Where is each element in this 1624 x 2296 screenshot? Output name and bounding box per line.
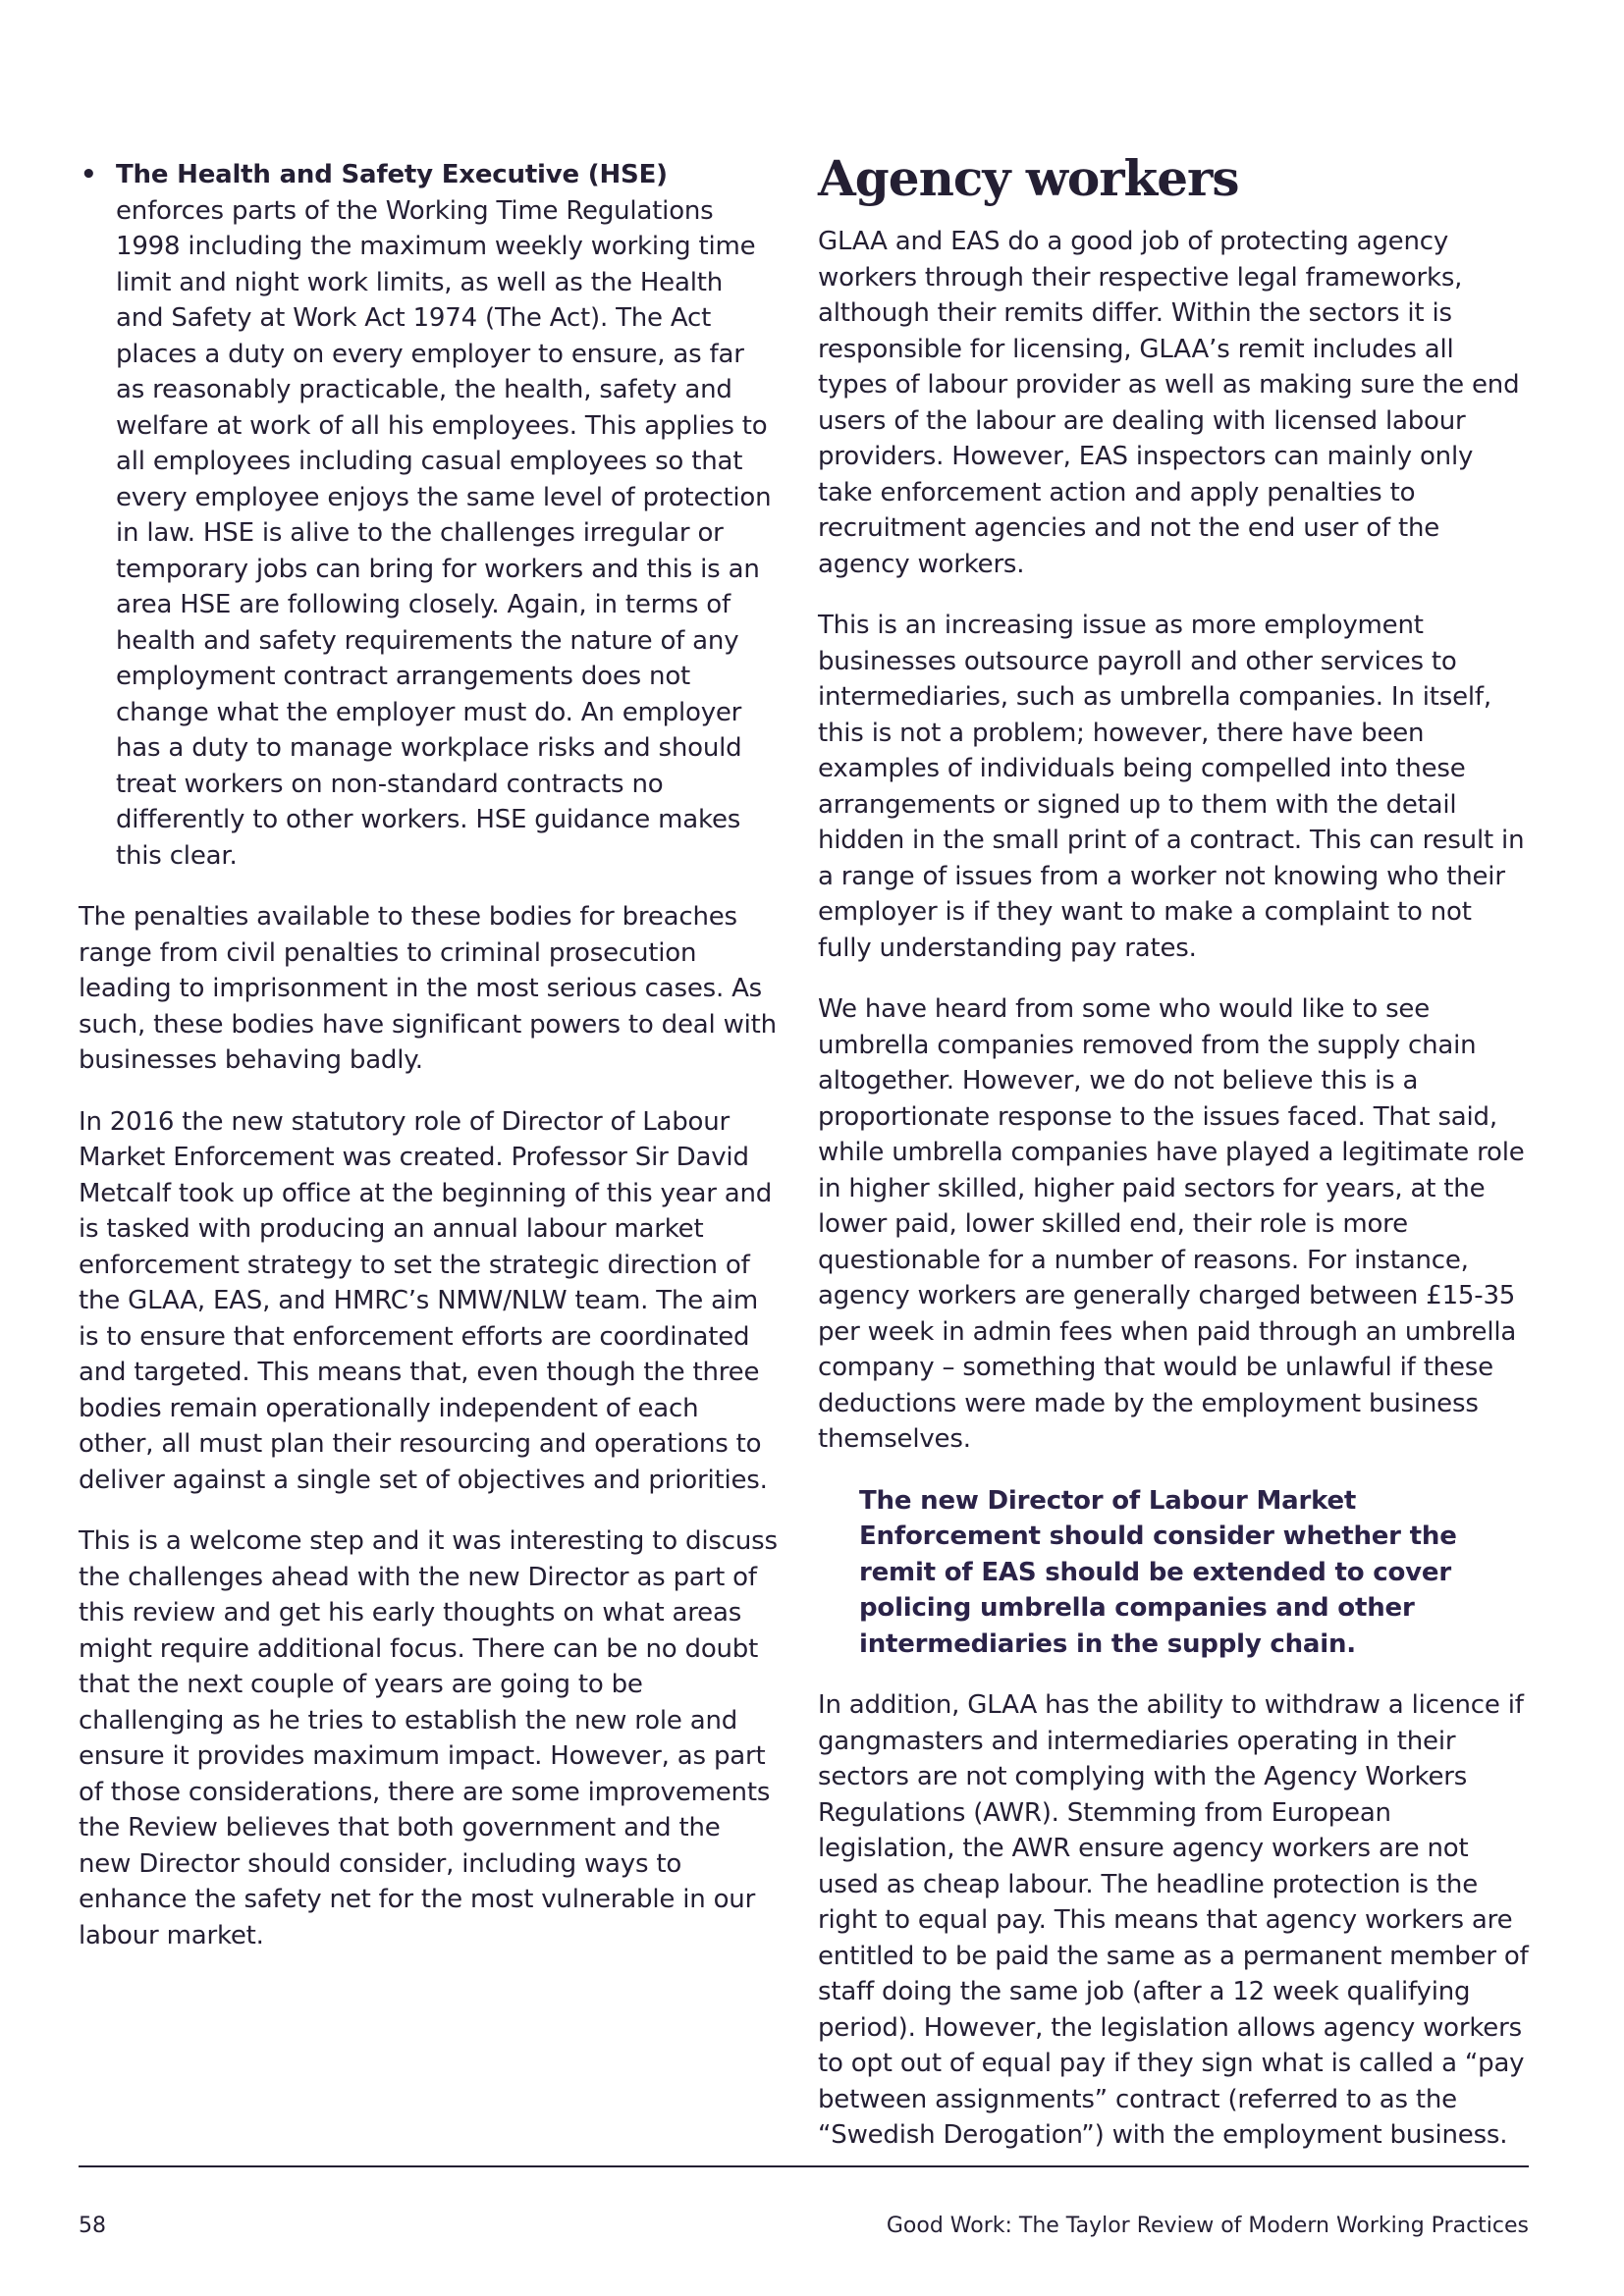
director-role-paragraph: In 2016 the new statutory role of Director of Labour Market Enforcement was created. Professor Sir David Metcalf took up office at the beginning of this year and is tasked with producing an annual labour market enforcement strategy to set the strategic direction of the GLAA, EAS, and HMRC’s NMW/NLW team. The aim is to ensure that enforcement efforts are coordinated and targeted. This means that, even though the three bodies remain operationally independent of each other, all must plan their resourcing and operations to deliver against a single set of objectives and priorities. [79,1106,773,1495]
agency-protection-paragraph: GLAA and EAS do a good job of protecting agency workers through their respective legal frameworks, although their remits differ. Within the sectors it is responsible for licensing, GLAA’s remit includes all types of labour provider as well as making sure the end users of the labour are dealing with licensed labour providers. However, EAS inspectors can mainly only take enforcement action and apply penalties to recruitment agencies and not the end user of the agency workers. [818,227,1520,579]
right-column [818,149,1530,2179]
hse-bullet-item [79,157,778,874]
umbrella-issue-paragraph: This is an increasing issue as more employment businesses outsource payroll and other services to intermediaries, such as umbrella companies. In itself, this is not a problem; however, there have been examples of individuals being compelled into these arrangements or signed up to them with the detail hidden in the small print of a contract. This can result in a range of issues from a worker not knowing who their employer is if they want to make a complaint to not fully understanding pay rates. [818,611,1525,963]
supply-chain-paragraph: We have heard from some who would like to see umbrella companies removed from the supply chain altogether. However, we do not believe this is a proportionate response to the issues faced. That said, while umbrella companies have played a legitimate role in higher skilled, higher paid sectors for years, at the lower paid, lower skilled end, their role is more questionable for a number of reasons. For instance, agency workers are generally charged between £15-35 per week in admin fees when paid through an umbrella company – something that would be unlawful if these deductions were made by the employment business themselves. [818,994,1525,1454]
penalties-paragraph: The penalties available to these bodies for breaches range from civil penalties to criminal prosecution leading to imprisonment in the most serious cases. As such, these bodies have significant powers to deal with businesses behaving badly. [79,902,777,1075]
page-number: 58 [79,2214,106,2238]
left-column [79,157,778,1979]
awr-paragraph: In addition, GLAA has the ability to withdraw a licence if gangmasters and intermediaries operating in their sectors are not complying with the Agency Workers Regulations (AWR). Stemming from European legislation, the AWR ensure agency workers are not used as cheap labour. The headline protection is the right to equal pay. This means that agency workers are entitled to be paid the same as a permanent member of staff doing the same job (after a 12 week qualifying period). However, the legislation allows agency workers to opt out of equal pay if they sign what is called a “pay between assignments” contract (referred to as the “Swedish Derogation”) with the employment business. [818,1690,1529,2150]
welcome-step-paragraph: This is a welcome step and it was interesting to discuss the challenges ahead with the new Director as part of this review and get his early thoughts on what areas might require additional focus. There can be no doubt that the next couple of years are going to be challenging as he tries to establish the new role and ensure it provides maximum impact. However, as part of those considerations, there are some improvements the Review believes that both government and the new Director should consider, including ways to enhance the safety net for the most vulnerable in our labour market. [79,1526,778,1950]
bullet-marker: • [81,160,97,189]
hse-bullet-text: enforces parts of the Working Time Regulations 1998 including the maximum weekly working time limit and night work limits, as well as the Health and Safety at Work Act 1974 (The Act). The Act places a duty on every employer to ensure, as far as reasonably practicable, the health, safety and welfare at work of all his employees. This applies to all employees including casual employees so that every employee enjoys the same level of protection in law. HSE is alive to the challenges irregular or temporary jobs can bring for workers and this is an area HSE are following closely. Again, in terms of health and safety requirements the nature of any employment contract arrangements does not change what the employer must do. An employer has a duty to manage workplace risks and should treat workers on non-standard contracts no differently to other workers. HSE guidance makes this clear. [116,195,772,871]
recommendation-callout: The new Director of Labour Market Enforcement should consider whether the remit of EAS should be extended to cover policing umbrella companies and other intermediaries in the supply chain. [859,1485,1457,1659]
footer-divider [79,2165,1529,2167]
section-heading: Agency workers [818,149,1239,207]
footer-publication-title: Good Work: The Taylor Review of Modern Working Practices [886,2214,1529,2238]
hse-bold-lead: The Health and Safety Executive (HSE) [116,160,668,189]
